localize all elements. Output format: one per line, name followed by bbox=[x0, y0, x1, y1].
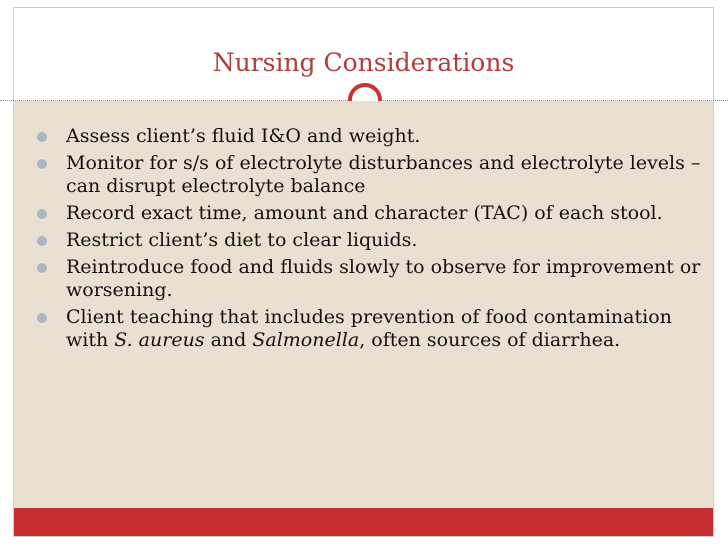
bullet-item bbox=[34, 256, 714, 302]
bullet-icon bbox=[37, 209, 47, 219]
bullet-item bbox=[34, 306, 714, 352]
bullet-text-part: , often sources of diarrhea. bbox=[359, 329, 621, 351]
bullet-icon bbox=[37, 236, 47, 246]
bullet-item bbox=[34, 125, 714, 148]
bullet-text: Record exact time, amount and character (TAC) of each stool. bbox=[66, 202, 663, 224]
bullet-icon bbox=[37, 159, 47, 169]
bullet-text-part: and bbox=[204, 329, 253, 351]
bullet-text: Monitor for s/s of electrolyte disturbances and electrolyte levels – can disrupt electrolyte balance bbox=[66, 152, 701, 197]
bullet-item bbox=[34, 229, 714, 252]
slide-title: Nursing Considerations bbox=[212, 48, 515, 77]
bullet-text-part: Client teaching that includes prevention of food contamination with bbox=[66, 306, 672, 351]
bullet-list bbox=[34, 125, 714, 356]
content-area bbox=[14, 101, 713, 508]
bullet-text-italic: S. aureus bbox=[114, 329, 205, 351]
bullet-text-italic: Salmonella bbox=[252, 329, 360, 351]
bullet-icon bbox=[37, 132, 47, 142]
bullet-icon bbox=[37, 263, 47, 273]
bullet-text: Restrict client’s diet to clear liquids. bbox=[66, 229, 418, 251]
bullet-item bbox=[34, 152, 714, 198]
bullet-text: Assess client’s fluid I&O and weight. bbox=[66, 125, 421, 147]
bullet-text: Reintroduce food and fluids slowly to observe for improvement or worsening. bbox=[66, 256, 701, 301]
bullet-item bbox=[34, 202, 714, 225]
bullet-icon bbox=[37, 313, 47, 323]
footer-bar bbox=[14, 508, 713, 536]
